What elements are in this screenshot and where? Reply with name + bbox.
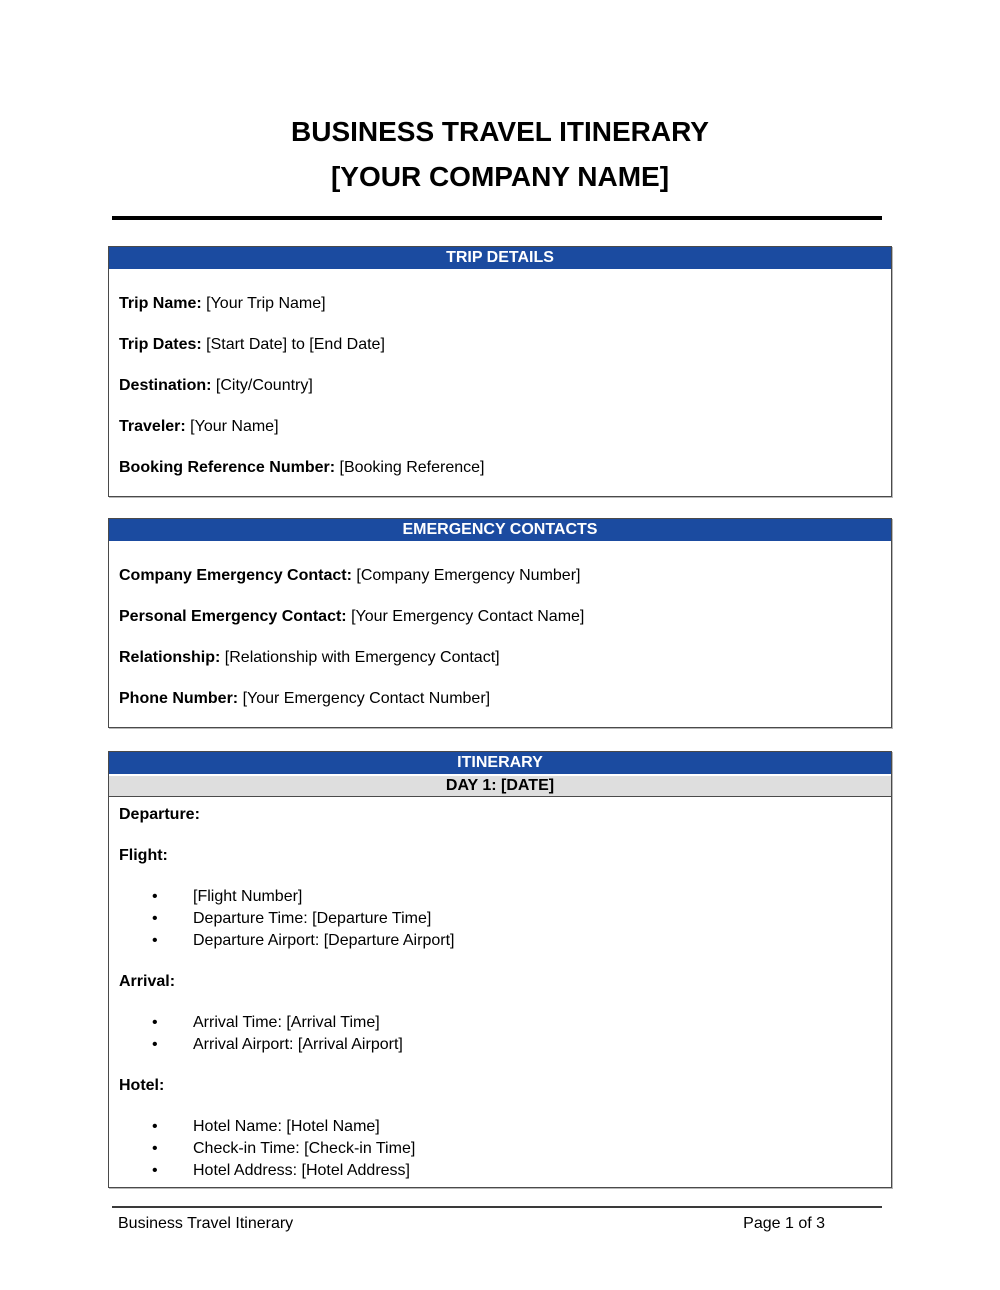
field-label: Traveler: [119, 418, 186, 435]
departure-time-item: • Departure Time: [Departure Time] [193, 908, 881, 930]
field-value: [Your Emergency Contact Name] [351, 608, 585, 625]
company-name-title: [YOUR COMPANY NAME] [330, 161, 670, 192]
departure-heading: Departure: [119, 806, 200, 823]
arrival-time-item: • Arrival Time: [Arrival Time] [193, 1012, 881, 1034]
field-value: [Your Name] [190, 418, 279, 435]
footer-document-name: Business Travel Itinerary [118, 1215, 294, 1232]
hotel-bullet-list [119, 1116, 881, 1182]
field-label: Destination: [119, 377, 212, 394]
field-value: [Relationship with Emergency Contact] [224, 649, 500, 666]
hotel-address-item: • Hotel Address: [Hotel Address] [193, 1160, 881, 1182]
arrival-heading: Arrival: [119, 973, 176, 990]
trip-dates-field [119, 335, 881, 355]
field-value: [Company Emergency Number] [356, 567, 581, 584]
booking-reference-field [119, 458, 881, 478]
relationship-field [119, 648, 881, 668]
hotel-name-item: • Hotel Name: [Hotel Name] [193, 1116, 881, 1138]
itinerary-section [108, 751, 892, 1188]
departure-airport-item: • Departure Airport: [Departure Airport] [193, 930, 881, 952]
flight-bullet-list [119, 886, 881, 952]
footer-text-row [118, 1214, 882, 1234]
title-block [0, 0, 1000, 192]
field-label: Relationship: [119, 649, 221, 666]
document-title: BUSINESS TRAVEL ITINERARY [291, 116, 709, 147]
field-label: Company Emergency Contact: [119, 567, 352, 584]
field-value: [Your Trip Name] [206, 295, 326, 312]
emergency-contacts-header: EMERGENCY CONTACTS [109, 519, 891, 543]
flight-heading: Flight: [119, 847, 168, 864]
field-label: Booking Reference Number: [119, 459, 336, 476]
itinerary-header: ITINERARY [109, 752, 891, 776]
arrival-airport-item: • Arrival Airport: [Arrival Airport] [193, 1034, 881, 1056]
personal-emergency-contact-field [119, 607, 881, 627]
arrival-bullet-list [119, 1012, 881, 1056]
day-1-header: DAY 1: [DATE] [109, 776, 891, 797]
destination-field [119, 376, 881, 396]
trip-details-section [108, 246, 892, 497]
flight-number-item: • [Flight Number] [193, 886, 881, 908]
trip-details-body [109, 271, 891, 496]
traveler-field [119, 417, 881, 437]
phone-number-field [119, 689, 881, 709]
field-label: Personal Emergency Contact: [119, 608, 347, 625]
trip-name-field [119, 294, 881, 314]
field-label: Trip Name: [119, 295, 202, 312]
field-value: [Booking Reference] [339, 459, 485, 476]
company-emergency-contact-field [119, 566, 881, 586]
itinerary-body [109, 797, 891, 1187]
field-label: Trip Dates: [119, 336, 202, 353]
trip-details-header: TRIP DETAILS [109, 247, 891, 271]
emergency-contacts-section [108, 518, 892, 728]
field-value: [Your Emergency Contact Number] [242, 690, 491, 707]
title-divider [112, 216, 882, 220]
footer-divider [112, 1206, 882, 1208]
page-footer [0, 1206, 1000, 1234]
field-label: Phone Number: [119, 690, 239, 707]
field-value: [City/Country] [215, 377, 313, 394]
field-value: [Start Date] to [End Date] [206, 336, 385, 353]
footer-page-number: Page 1 of 3 [743, 1215, 825, 1232]
emergency-contacts-body [109, 543, 891, 727]
check-in-time-item: • Check-in Time: [Check-in Time] [193, 1138, 881, 1160]
hotel-heading: Hotel: [119, 1077, 165, 1094]
